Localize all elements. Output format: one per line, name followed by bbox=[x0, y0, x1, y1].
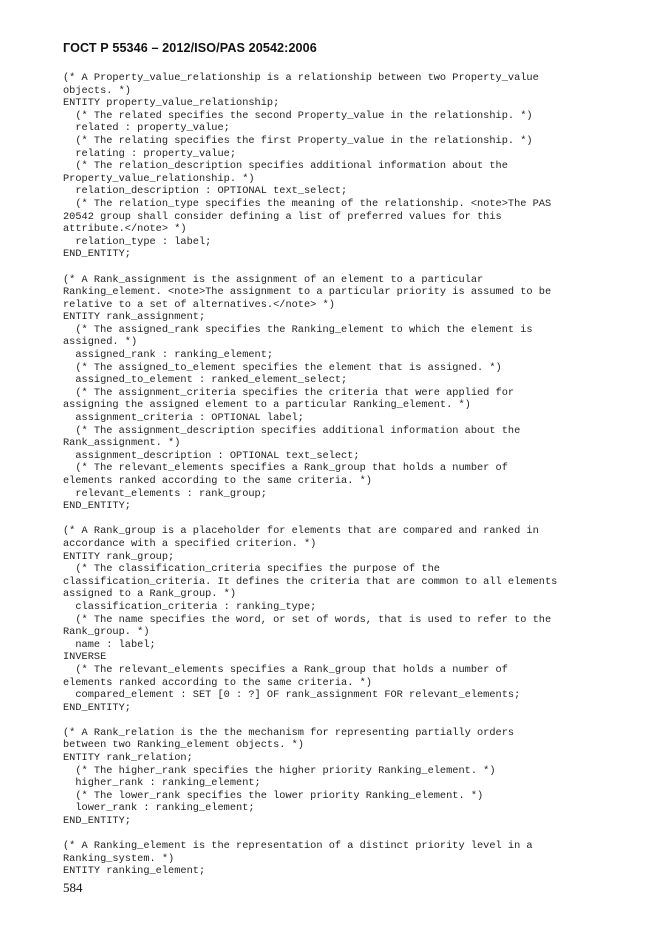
blank-line bbox=[63, 261, 623, 274]
code-line: relation_description : OPTIONAL text_select; bbox=[63, 185, 348, 198]
code-line: (* The relating specifies the first Property_value in the relationship. *) bbox=[63, 134, 533, 147]
code-line: related : property_value; bbox=[63, 122, 230, 135]
code-line: END_ENTITY; bbox=[63, 701, 131, 714]
blank-line bbox=[63, 828, 623, 841]
code-line: (* The assigned_to_element specifies the element that is assigned. *) bbox=[63, 361, 502, 374]
code-line: between two Ranking_element objects. *) bbox=[63, 739, 304, 752]
blank-line bbox=[63, 513, 623, 526]
code-line: assigned_rank : ranking_element; bbox=[63, 349, 274, 362]
code-line: (* The lower_rank specifies the lower priority Ranking_element. *) bbox=[63, 789, 484, 802]
code-line: ENTITY ranking_element; bbox=[63, 865, 206, 878]
code-line: compared_element : SET [0 : ?] OF rank_assignment FOR relevant_elements; bbox=[63, 689, 521, 702]
code-line: relative to a set of alternatives.</note> *) bbox=[63, 298, 335, 311]
code-line: (* The name specifies the word, or set of words, that is used to refer to the bbox=[63, 613, 552, 626]
code-line: (* The assigned_rank specifies the Ranking_element to which the element is bbox=[63, 323, 533, 336]
blank-line bbox=[63, 714, 623, 727]
code-line: (* The relevant_elements specifies a Rank_group that holds a number of bbox=[63, 663, 508, 676]
code-line: (* The related specifies the second Property_value in the relationship. *) bbox=[63, 109, 533, 122]
code-line: elements ranked according to the same criteria. *) bbox=[63, 676, 372, 689]
code-line: END_ENTITY; bbox=[63, 248, 131, 261]
code-line: assigned_to_element : ranked_element_select; bbox=[63, 374, 348, 387]
code-line: accordance with a specified criterion. *) bbox=[63, 537, 317, 550]
code-line: assigned to a Rank_group. *) bbox=[63, 588, 237, 601]
code-line: objects. *) bbox=[63, 84, 131, 97]
code-line: relation_type : label; bbox=[63, 235, 212, 248]
code-line: higher_rank : ranking_element; bbox=[63, 777, 261, 790]
code-line: Ranking_element. <note>The assignment to a particular priority is assumed to be bbox=[63, 286, 552, 299]
code-line: attribute.</note> *) bbox=[63, 223, 187, 236]
code-line: INVERSE bbox=[63, 651, 107, 664]
code-line: relating : property_value; bbox=[63, 147, 237, 160]
code-line: (* A Ranking_element is the representation of a distinct priority level in a bbox=[63, 840, 533, 853]
page-number: 584 bbox=[63, 880, 83, 895]
code-line: Rank_group. *) bbox=[63, 626, 150, 639]
code-line: 20542 group shall consider defining a list of preferred values for this bbox=[63, 210, 502, 223]
code-line: lower_rank : ranking_element; bbox=[63, 802, 255, 815]
code-line: (* A Rank_assignment is the assignment of an element to a particular bbox=[63, 273, 484, 286]
code-line: assigning the assigned element to a particular Ranking_element. *) bbox=[63, 399, 471, 412]
code-line: END_ENTITY; bbox=[63, 500, 131, 513]
express-schema-code-block bbox=[63, 72, 623, 878]
code-line: ENTITY rank_assignment; bbox=[63, 311, 206, 324]
code-line: ENTITY rank_relation; bbox=[63, 752, 193, 765]
code-line: Ranking_system. *) bbox=[63, 852, 175, 865]
code-line: (* A Rank_group is a placeholder for elements that are compared and ranked in bbox=[63, 525, 539, 538]
code-line: ENTITY rank_group; bbox=[63, 550, 175, 563]
code-line: (* A Rank_relation is the the mechanism for representing partially orders bbox=[63, 726, 515, 739]
code-line: classification_criteria. It defines the criteria that are common to all elements bbox=[63, 575, 558, 588]
code-line: Property_value_relationship. *) bbox=[63, 172, 255, 185]
code-line: END_ENTITY; bbox=[63, 815, 131, 828]
document-header-title: ГОСТ Р 55346 – 2012/ISO/PAS 20542:2006 bbox=[63, 41, 317, 55]
code-line: (* The higher_rank specifies the higher priority Ranking_element. *) bbox=[63, 764, 496, 777]
code-line: (* The assignment_description specifies additional information about the bbox=[63, 424, 521, 437]
code-line: (* A Property_value_relationship is a relationship between two Property_value bbox=[63, 72, 539, 84]
code-line: assignment_description : OPTIONAL text_select; bbox=[63, 449, 360, 462]
code-line: ENTITY property_value_relationship; bbox=[63, 97, 280, 110]
code-line: name : label; bbox=[63, 638, 156, 651]
code-line: (* The relation_type specifies the meaning of the relationship. <note>The PAS bbox=[63, 197, 552, 210]
code-line: Rank_assignment. *) bbox=[63, 437, 181, 450]
code-line: (* The relation_description specifies additional information about the bbox=[63, 160, 508, 173]
code-line: assigned. *) bbox=[63, 336, 138, 349]
code-line: (* The relevant_elements specifies a Rank_group that holds a number of bbox=[63, 462, 508, 475]
code-line: assignment_criteria : OPTIONAL label; bbox=[63, 412, 304, 425]
code-line: (* The classification_criteria specifies the purpose of the bbox=[63, 563, 440, 576]
code-line: relevant_elements : rank_group; bbox=[63, 487, 267, 500]
code-line: classification_criteria : ranking_type; bbox=[63, 600, 317, 613]
code-line: elements ranked according to the same criteria. *) bbox=[63, 475, 372, 487]
code-line: (* The assignment_criteria specifies the criteria that were applied for bbox=[63, 386, 515, 399]
